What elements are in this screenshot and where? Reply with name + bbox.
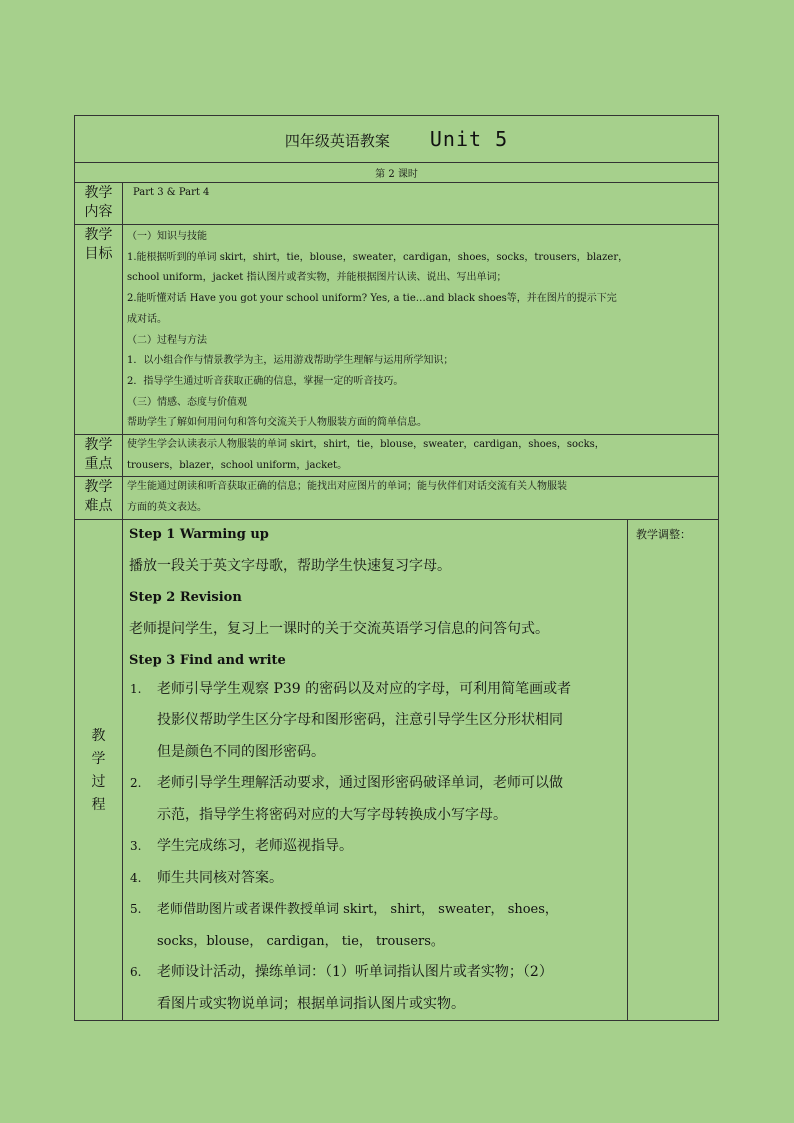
step-3-title: Step 3 Find and write xyxy=(129,652,286,668)
difficulties-text xyxy=(123,477,719,519)
item-number: 6. xyxy=(130,965,142,980)
key-points-label: 教学 重点 xyxy=(75,435,123,477)
item-number: 1. xyxy=(130,681,142,696)
process-content xyxy=(123,519,628,1021)
objectives-line: （三）情感、态度与价值观 xyxy=(127,396,247,408)
objectives-line: （二）过程与方法 xyxy=(127,334,207,346)
objectives-line: 成对话。 xyxy=(127,313,167,325)
list-item: 4. 师生共同核对答案。 xyxy=(129,863,621,895)
item-number: 3. xyxy=(130,839,142,854)
process-label: 教 学 过 程 xyxy=(75,519,123,1021)
step-2-text: 老师提问学生，复习上一课时的关于交流英语学习信息的问答句式。 xyxy=(129,620,549,637)
objectives-line: 2.能听懂对话 Have you got your school uniform? Yes, a tie…and black shoes等，并在图片的提示下完 xyxy=(127,293,617,305)
key-points-line: trousers，blazer，school uniform，jacket。 xyxy=(127,459,348,471)
key-points-text xyxy=(123,435,719,477)
list-item: 5. 老师借助图片或者课件教授单词 skirt， shirt， sweater， shoes， socks，blouse， cardigan， tie， trousers。 xyxy=(129,894,621,957)
objectives-line: 帮助学生了解如何用问句和答句交流关于人物服装方面的简单信息。 xyxy=(127,417,427,429)
content-text: Part 3 & Part 4 xyxy=(123,183,719,225)
objectives-line: 2．指导学生通过听音获取正确的信息，掌握一定的听音技巧。 xyxy=(127,375,404,387)
objectives-line: 1.能根据听到的单词 skirt，shirt，tie，blouse，sweater，cardigan，shoes，socks，trousers，blazer， xyxy=(127,251,629,263)
lesson-number: 第 2 课时 xyxy=(75,163,719,183)
title-cell xyxy=(75,116,719,163)
difficulties-label: 教学 难点 xyxy=(75,477,123,519)
unit-title: Unit 5 xyxy=(429,127,509,151)
page-title: 四年级英语教案 xyxy=(284,132,390,150)
objectives-text xyxy=(123,225,719,435)
list-item: 6. 老师设计活动，操练单词：（1）听单词指认图片或者实物；（2） 看图片或实物说单词；根据单词指认图片或实物。 xyxy=(129,957,621,1020)
item-number: 4. xyxy=(130,870,142,885)
list-item: 2. 老师引导学生理解活动要求，通过图形密码破译单词，老师可以做 示范，指导学生将密码对应的大写字母转换成小写字母。 xyxy=(129,768,621,831)
teaching-adjustment: 教学调整： xyxy=(628,519,719,1021)
content-label: 教学 内容 xyxy=(75,183,123,225)
step-2-title: Step 2 Revision xyxy=(129,589,242,605)
item-number: 2. xyxy=(130,776,142,791)
objectives-line: school uniform，jacket 指认图片或者实物，并能根据图片认读、说出、写出单词； xyxy=(127,272,507,284)
key-points-line: 使学生学会认读表示人物服装的单词 skirt，shirt，tie，blouse，sweater，cardigan，shoes，socks， xyxy=(127,439,605,451)
list-item: 3. 学生完成练习，老师巡视指导。 xyxy=(129,831,621,863)
objectives-label: 教学 目标 xyxy=(75,225,123,435)
lesson-plan-table xyxy=(74,115,719,1021)
objectives-line: 1．以小组合作与情景教学为主，运用游戏帮助学生理解与运用所学知识； xyxy=(127,355,454,367)
difficulties-line: 学生能通过朗读和听音获取正确的信息；能找出对应图片的单词；能与伙伴们对话交流有关人物服装 xyxy=(127,481,567,493)
list-item: 1. 老师引导学生观察 P39 的密码以及对应的字母，可利用简笔画或者 投影仪帮助学生区分字母和图形密码，注意引导学生区分形状相同 但是颜色不同的图形密码。 xyxy=(129,674,621,769)
item-number: 5. xyxy=(130,902,142,917)
objectives-line: （一）知识与技能 xyxy=(127,231,207,242)
difficulties-line: 方面的英文表达。 xyxy=(127,502,207,514)
step-1-title: Step 1 Warming up xyxy=(129,526,269,542)
step-1-text: 播放一段关于英文字母歌，帮助学生快速复习字母。 xyxy=(129,557,451,574)
